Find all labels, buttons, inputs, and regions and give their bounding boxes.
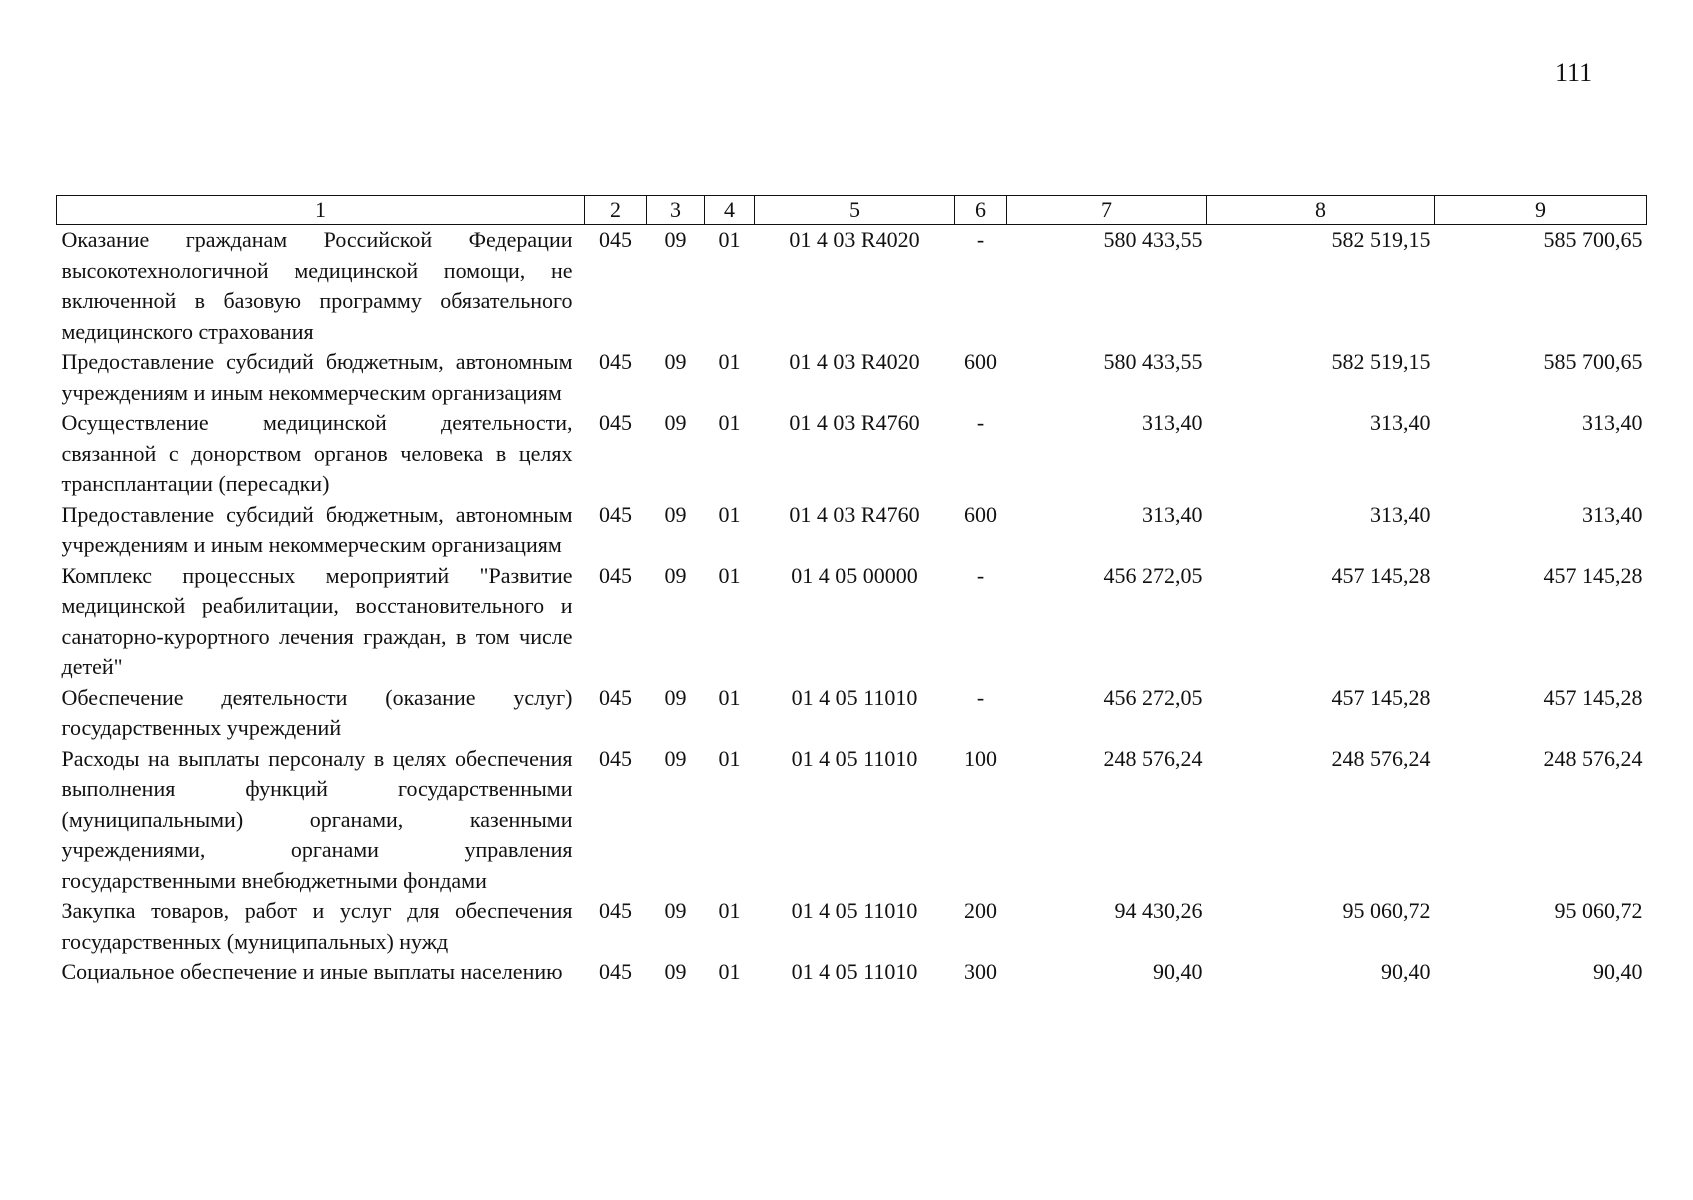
row-code-5: 01 4 03 R4020	[789, 227, 920, 252]
row-amount-9: 585 700,65	[1543, 227, 1643, 252]
row-code-2: 045	[599, 349, 632, 374]
row-code-4: 01	[718, 501, 741, 527]
table-row	[57, 683, 1647, 744]
table-row	[57, 744, 1647, 897]
header-cell: 1	[57, 196, 585, 225]
row-code-2: 045	[599, 410, 632, 435]
row-code-3: 09	[664, 684, 687, 710]
row-code-3: 09	[664, 745, 687, 771]
row-code-5: 01 4 03 R4760	[789, 501, 920, 527]
row-code-6: -	[976, 227, 985, 252]
budget-table	[56, 195, 1647, 988]
row-code-3: 09	[664, 562, 687, 588]
header-cell: 4	[705, 196, 755, 225]
row-code-4: 01	[718, 410, 741, 435]
row-code-3: 09	[664, 501, 687, 527]
row-name: Предоставление субсидий бюджетным, автономным учреждениям и иным некоммерческим организациям	[61, 501, 573, 557]
row-code-6: 600	[964, 349, 997, 374]
row-amount-9: 313,40	[1582, 410, 1643, 435]
row-code-5: 01 4 05 11010	[791, 898, 918, 923]
row-code-2: 045	[599, 898, 632, 923]
header-cell: 8	[1207, 196, 1435, 225]
row-code-4: 01	[718, 898, 741, 923]
row-amount-8: 248 576,24	[1331, 745, 1431, 771]
row-code-6: -	[976, 562, 985, 588]
row-amount-8: 90,40	[1381, 959, 1431, 984]
row-amount-8: 313,40	[1370, 410, 1431, 435]
row-code-4: 01	[718, 227, 741, 252]
row-amount-7: 90,40	[1153, 959, 1203, 984]
header-cell: 9	[1435, 196, 1647, 225]
row-amount-9: 90,40	[1593, 959, 1643, 984]
row-amount-7: 248 576,24	[1103, 745, 1203, 771]
header-cell: 6	[955, 196, 1007, 225]
row-code-5: 01 4 03 R4020	[789, 349, 920, 374]
header-cell: 7	[1007, 196, 1207, 225]
row-code-3: 09	[664, 227, 687, 252]
row-name: Комплекс процессных мероприятий "Развитие медицинской реабилитации, восстановительного и санаторно-курортного лечения граждан, в том числе детей"	[61, 562, 573, 679]
row-code-6: -	[976, 684, 985, 710]
row-name: Предоставление субсидий бюджетным, автономным учреждениям и иным некоммерческим организациям	[61, 349, 573, 405]
row-name: Социальное обеспечение и иные выплаты населению	[61, 959, 563, 984]
header-cell: 5	[755, 196, 955, 225]
header-row	[57, 196, 1647, 225]
row-code-5: 01 4 05 11010	[791, 959, 918, 984]
row-code-2: 045	[599, 745, 632, 771]
row-name: Обеспечение деятельности (оказание услуг) государственных учреждений	[61, 684, 573, 740]
row-name: Осуществление медицинской деятельности, связанной с донорством органов человека в целях трансплантации (пересадки)	[61, 410, 573, 496]
row-amount-9: 457 145,28	[1543, 562, 1643, 588]
row-code-2: 045	[599, 501, 632, 527]
row-amount-9: 248 576,24	[1543, 745, 1643, 771]
page-number: 111	[1555, 58, 1593, 87]
header-cell: 2	[585, 196, 647, 225]
row-name: Расходы на выплаты персоналу в целях обеспечения выполнения функций государственными (муниципальными) органами, казенными учреждениями, органами управления государственными внебюджетными фондами	[61, 745, 573, 893]
row-code-4: 01	[718, 349, 741, 374]
row-code-2: 045	[599, 959, 632, 984]
row-amount-8: 582 519,15	[1331, 349, 1431, 374]
row-amount-8: 313,40	[1370, 501, 1431, 527]
row-code-4: 01	[718, 684, 741, 710]
table-row	[57, 561, 1647, 683]
row-code-5: 01 4 05 11010	[791, 684, 918, 710]
row-amount-7: 456 272,05	[1103, 684, 1203, 710]
row-name: Оказание гражданам Российской Федерации высокотехнологичной медицинской помощи, не включенной в базовую программу обязательного медицинского страхования	[61, 227, 573, 344]
row-amount-8: 95 060,72	[1342, 898, 1431, 923]
row-code-2: 045	[599, 227, 632, 252]
row-code-6: -	[976, 410, 985, 435]
row-amount-9: 95 060,72	[1554, 898, 1643, 923]
row-amount-7: 456 272,05	[1103, 562, 1203, 588]
row-code-4: 01	[718, 959, 741, 984]
table-row	[57, 225, 1647, 348]
table-row	[57, 408, 1647, 500]
row-amount-7: 313,40	[1142, 501, 1203, 527]
row-amount-9: 457 145,28	[1543, 684, 1643, 710]
row-code-2: 045	[599, 562, 632, 588]
row-code-4: 01	[718, 745, 741, 771]
row-amount-8: 582 519,15	[1331, 227, 1431, 252]
row-code-6: 300	[964, 959, 997, 984]
row-code-4: 01	[718, 562, 741, 588]
row-amount-7: 313,40	[1142, 410, 1203, 435]
row-code-6: 600	[964, 501, 997, 527]
row-amount-7: 580 433,55	[1103, 349, 1203, 374]
table-row	[57, 500, 1647, 561]
row-code-3: 09	[664, 410, 687, 435]
row-code-5: 01 4 05 00000	[791, 562, 918, 588]
header-cell: 3	[647, 196, 705, 225]
row-amount-9: 313,40	[1582, 501, 1643, 527]
row-code-5: 01 4 05 11010	[791, 745, 918, 771]
row-amount-8: 457 145,28	[1331, 684, 1431, 710]
table-row	[57, 957, 1647, 988]
row-code-2: 045	[599, 684, 632, 710]
row-amount-7: 580 433,55	[1103, 227, 1203, 252]
row-amount-7: 94 430,26	[1114, 898, 1203, 923]
row-code-3: 09	[664, 959, 687, 984]
row-code-6: 100	[964, 745, 997, 771]
row-code-6: 200	[964, 898, 997, 923]
row-code-3: 09	[664, 349, 687, 374]
row-amount-8: 457 145,28	[1331, 562, 1431, 588]
row-amount-9: 585 700,65	[1543, 349, 1643, 374]
row-code-3: 09	[664, 898, 687, 923]
row-name: Закупка товаров, работ и услуг для обеспечения государственных (муниципальных) нужд	[61, 898, 573, 954]
row-code-5: 01 4 03 R4760	[789, 410, 920, 435]
table-row	[57, 347, 1647, 408]
table-row	[57, 896, 1647, 957]
